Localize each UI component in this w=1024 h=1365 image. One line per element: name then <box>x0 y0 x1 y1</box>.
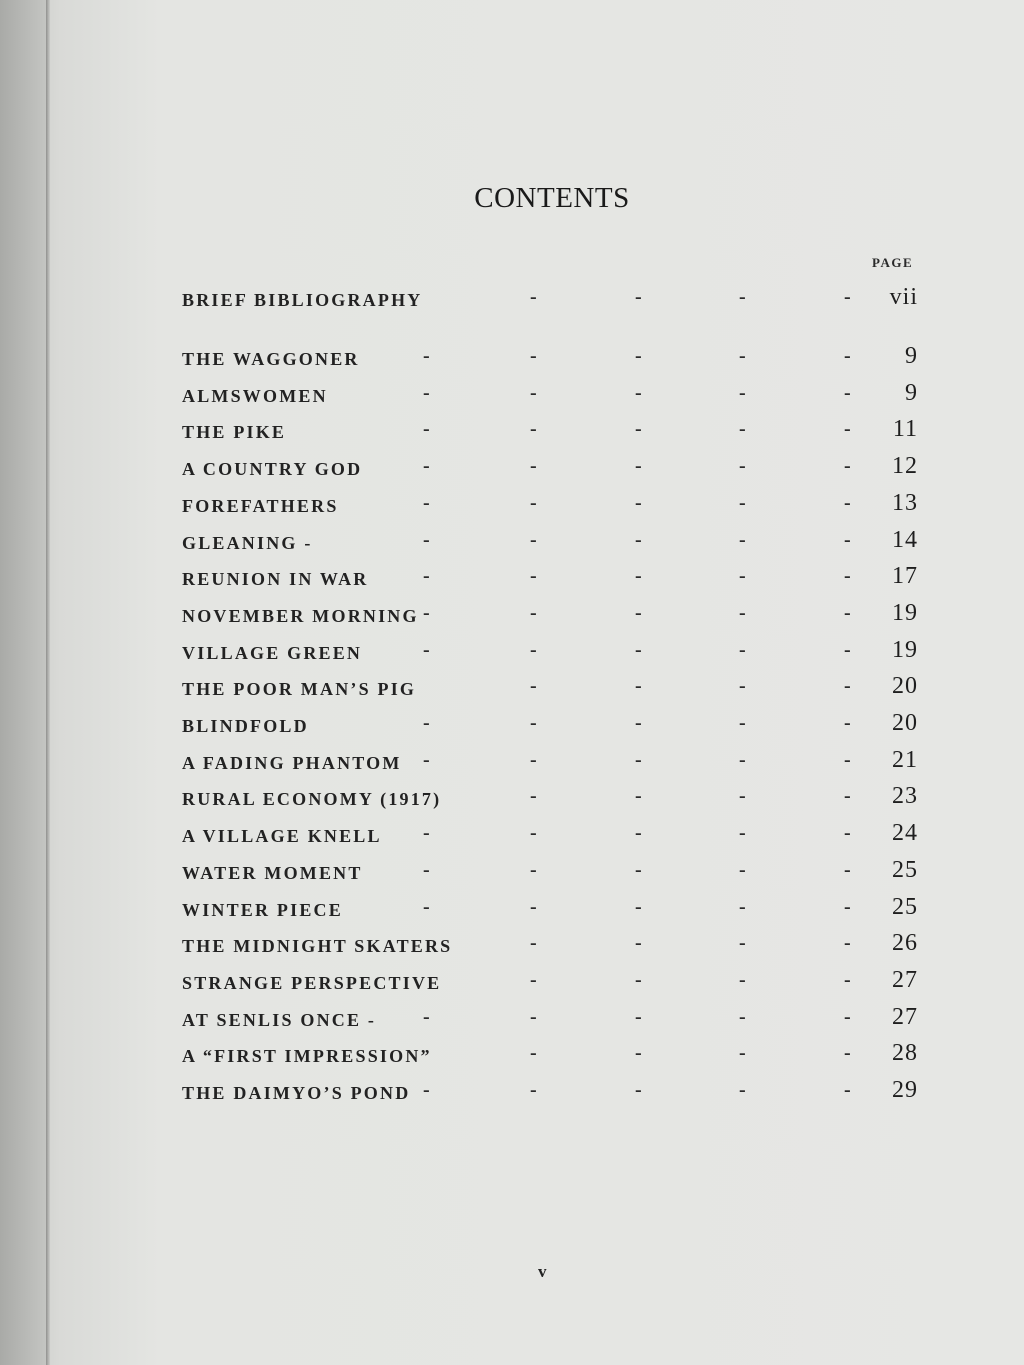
toc-entry-title: REUNION IN WAR <box>182 569 369 590</box>
leader-dash: - <box>844 381 851 404</box>
toc-entry <box>182 380 918 410</box>
leader-dash: - <box>844 418 851 441</box>
leader-dash: - <box>739 286 746 308</box>
toc-entry <box>182 416 918 446</box>
toc-entry-title: THE PIKE <box>182 422 287 443</box>
toc-entry-title: THE MIDNIGHT SKATERS <box>182 936 453 957</box>
toc-entry-title: A “FIRST IMPRESSION” <box>182 1046 432 1067</box>
toc-entry-page: 12 <box>892 453 918 480</box>
leader-dash: - <box>530 712 537 734</box>
leader-dash: - <box>530 1079 537 1101</box>
toc-entry-page: 25 <box>892 893 918 920</box>
leader-dash: - <box>423 455 430 478</box>
leader-dash: - <box>739 528 746 551</box>
leader-dash: - <box>844 345 851 367</box>
leader-dash: - <box>530 638 537 661</box>
leader-dash: - <box>739 932 746 955</box>
leader-dash: - <box>739 1079 746 1101</box>
leader-dash: - <box>530 932 537 955</box>
toc-entry <box>182 1004 918 1034</box>
toc-entry-title: BRIEF BIBLIOGRAPHY <box>182 290 423 310</box>
leader-dash: - <box>635 968 642 991</box>
leader-dash: - <box>530 968 537 991</box>
leader-dash: - <box>844 785 851 808</box>
leader-dash: - <box>530 895 537 918</box>
leader-dash: - <box>530 565 537 588</box>
toc-entry <box>182 453 918 483</box>
toc-entry-title: BLINDFOLD <box>182 716 309 736</box>
page-title: CONTENTS <box>474 182 630 214</box>
leader-dash: - <box>844 491 851 514</box>
leader-dash: - <box>844 712 851 734</box>
leader-dash: - <box>635 491 642 514</box>
leader-dash: - <box>423 345 430 367</box>
toc-entry <box>182 673 918 703</box>
toc-entry-page: 19 <box>892 599 918 626</box>
toc-entry-title: THE DAIMYO’S POND <box>182 1083 411 1103</box>
leader-dash: - <box>423 1005 430 1028</box>
toc-entry <box>182 783 918 813</box>
leader-dash: - <box>739 345 746 367</box>
toc-entry-page: 20 <box>892 710 918 736</box>
toc-entry-page: 20 <box>892 673 918 700</box>
toc-entry <box>182 637 918 667</box>
toc-entry-title: RURAL ECONOMY (1917) <box>182 789 442 810</box>
leader-dash: - <box>423 712 430 734</box>
leader-dash: - <box>739 895 746 918</box>
toc-entry-page: 14 <box>892 526 918 553</box>
leader-dash: - <box>423 491 430 514</box>
leader-dash: - <box>844 968 851 991</box>
leader-dash: - <box>530 822 537 845</box>
leader-dash: - <box>739 1042 746 1065</box>
page-column-heading: PAGE <box>872 255 914 270</box>
leader-dash: - <box>739 748 746 771</box>
toc-entry <box>182 284 918 314</box>
leader-dash: - <box>635 1005 642 1028</box>
leader-dash: - <box>739 822 746 845</box>
leader-dash: - <box>739 1005 746 1028</box>
leader-dash: - <box>530 675 537 698</box>
leader-dash: - <box>635 528 642 551</box>
toc-entry <box>182 563 918 593</box>
toc-entry-page: 19 <box>892 636 918 663</box>
leader-dash: - <box>844 455 851 478</box>
leader-dash: - <box>739 968 746 991</box>
leader-dash: - <box>530 528 537 551</box>
toc-entry-title: A COUNTRY GOD <box>182 459 363 480</box>
leader-dash: - <box>844 601 851 624</box>
leader-dash: - <box>844 822 851 845</box>
leader-dash: - <box>530 785 537 808</box>
toc-entry-page: 21 <box>892 746 918 773</box>
toc-entry-page: 9 <box>905 379 918 406</box>
toc-entry-title: ALMSWOMEN <box>182 385 328 406</box>
toc-entry-title: VILLAGE GREEN <box>182 642 363 663</box>
leader-dash: - <box>530 345 537 367</box>
toc-entry-page: 28 <box>892 1040 918 1067</box>
leader-dash: - <box>635 932 642 955</box>
leader-dash: - <box>423 895 430 918</box>
leader-dash: - <box>423 822 430 845</box>
leader-dash: - <box>739 858 746 881</box>
toc-entry-title: WINTER PIECE <box>182 899 343 920</box>
leader-dash: - <box>635 675 642 698</box>
page-number: v <box>538 1262 547 1281</box>
toc-entry-page: 26 <box>892 930 918 957</box>
leader-dash: - <box>739 675 746 698</box>
leader-dash: - <box>844 565 851 588</box>
leader-dash: - <box>844 895 851 918</box>
leader-dash: - <box>739 491 746 514</box>
toc-entry <box>182 967 918 997</box>
toc-entry-title: NOVEMBER MORNING <box>182 605 419 626</box>
toc-entry-title: THE WAGGONER <box>182 349 360 369</box>
toc-entry <box>182 747 918 777</box>
leader-dash: - <box>844 858 851 881</box>
leader-dash: - <box>635 565 642 588</box>
leader-dash: - <box>635 638 642 661</box>
leader-dash: - <box>635 381 642 404</box>
toc-entry-title: THE POOR MAN’S PIG <box>182 679 417 700</box>
leader-dash: - <box>530 286 537 308</box>
leader-dash: - <box>423 858 430 881</box>
toc-entry-page: 17 <box>892 563 918 590</box>
leader-dash: - <box>530 381 537 404</box>
toc-entry-title: WATER MOMENT <box>182 862 363 883</box>
leader-dash: - <box>844 932 851 955</box>
leader-dash: - <box>739 565 746 588</box>
toc-entry <box>182 343 918 373</box>
leader-dash: - <box>635 748 642 771</box>
leader-dash: - <box>635 895 642 918</box>
leader-dash: - <box>530 455 537 478</box>
toc-entry <box>182 600 918 630</box>
leader-dash: - <box>530 1005 537 1028</box>
toc-entry-title: STRANGE PERSPECTIVE <box>182 972 442 993</box>
leader-dash: - <box>635 1042 642 1065</box>
toc-entry <box>182 857 918 887</box>
toc-entry <box>182 527 918 557</box>
leader-dash: - <box>739 712 746 734</box>
leader-dash: - <box>844 675 851 698</box>
toc-entry <box>182 1077 918 1107</box>
leader-dash: - <box>739 638 746 661</box>
toc-entry-page: vii <box>889 284 918 310</box>
leader-dash: - <box>423 418 430 441</box>
leader-dash: - <box>844 638 851 661</box>
toc-entry <box>182 490 918 520</box>
toc-entry-page: 13 <box>892 489 918 516</box>
toc-entry <box>182 894 918 924</box>
toc-entry-page: 27 <box>892 966 918 993</box>
leader-dash: - <box>635 286 642 308</box>
toc-entry-page: 24 <box>892 820 918 847</box>
leader-dash: - <box>635 418 642 441</box>
leader-dash: - <box>423 565 430 588</box>
toc-entry <box>182 820 918 850</box>
toc-entry <box>182 710 918 740</box>
leader-dash: - <box>530 491 537 514</box>
toc-entry-title: A VILLAGE KNELL <box>182 826 382 847</box>
leader-dash: - <box>844 1079 851 1101</box>
leader-dash: - <box>739 418 746 441</box>
toc-entry-page: 29 <box>892 1077 918 1103</box>
toc-entry-title: A FADING PHANTOM <box>182 752 402 773</box>
leader-dash: - <box>844 528 851 551</box>
leader-dash: - <box>635 601 642 624</box>
toc-entry <box>182 1040 918 1070</box>
leader-dash: - <box>635 345 642 367</box>
leader-dash: - <box>844 286 851 308</box>
leader-dash: - <box>423 638 430 661</box>
leader-dash: - <box>739 381 746 404</box>
leader-dash: - <box>423 381 430 404</box>
toc-entry <box>182 930 918 960</box>
leader-dash: - <box>423 748 430 771</box>
leader-dash: - <box>844 1042 851 1065</box>
leader-dash: - <box>635 1079 642 1101</box>
toc-entry-title: AT SENLIS ONCE - <box>182 1009 377 1030</box>
leader-dash: - <box>635 712 642 734</box>
leader-dash: - <box>739 785 746 808</box>
leader-dash: - <box>635 785 642 808</box>
leader-dash: - <box>423 528 430 551</box>
toc-entry-page: 27 <box>892 1003 918 1030</box>
leader-dash: - <box>530 418 537 441</box>
leader-dash: - <box>635 858 642 881</box>
leader-dash: - <box>844 748 851 771</box>
leader-dash: - <box>423 1079 430 1101</box>
leader-dash: - <box>530 1042 537 1065</box>
leader-dash: - <box>844 1005 851 1028</box>
leader-dash: - <box>739 601 746 624</box>
leader-dash: - <box>530 748 537 771</box>
toc-entry-title: GLEANING - <box>182 532 313 553</box>
toc-entry-page: 11 <box>892 416 918 443</box>
toc-entry-page: 23 <box>892 783 918 810</box>
leader-dash: - <box>635 822 642 845</box>
leader-dash: - <box>739 455 746 478</box>
leader-dash: - <box>635 455 642 478</box>
leader-dash: - <box>530 601 537 624</box>
leader-dash: - <box>530 858 537 881</box>
toc-entry-page: 25 <box>892 856 918 883</box>
toc-entry-title: FOREFATHERS <box>182 495 339 516</box>
leader-dash: - <box>423 601 430 624</box>
toc-entry-page: 9 <box>905 343 918 369</box>
